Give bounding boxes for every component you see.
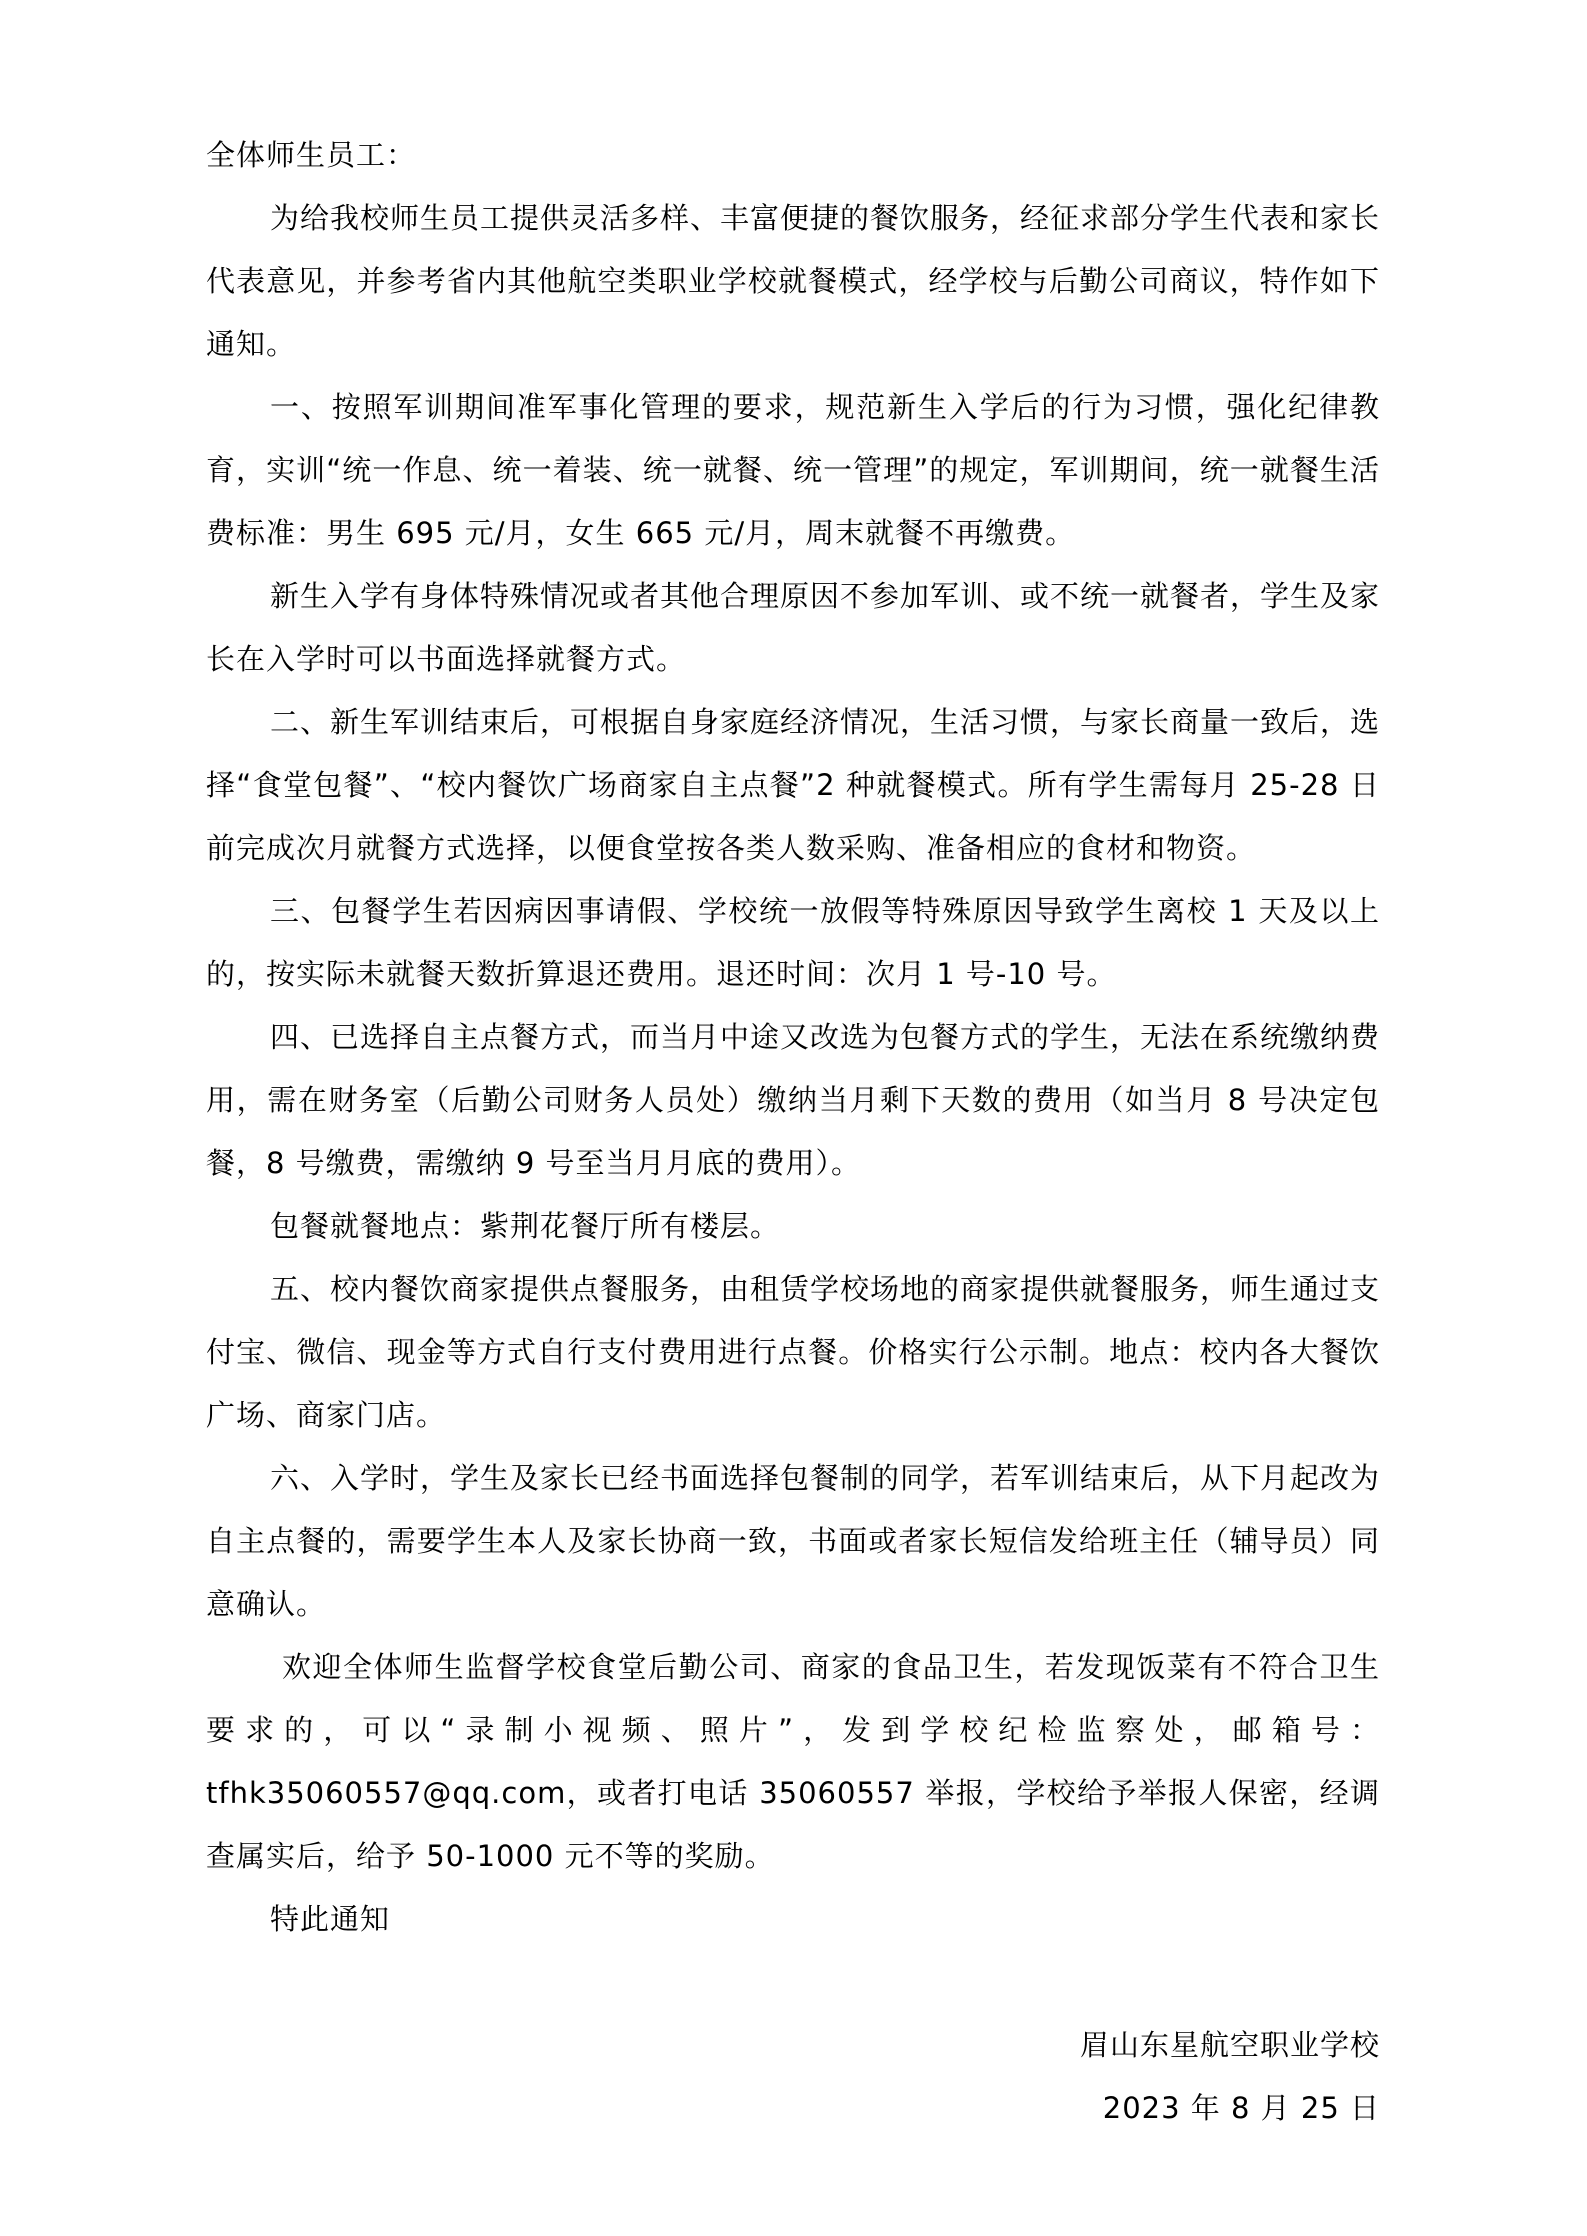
notice-body bbox=[206, 124, 1380, 1951]
item-six-paragraph: 六、入学时，学生及家长已经书面选择包餐制的同学，若军训结束后，从下月起改为自主点餐的，需要学生本人及家长协商一致，书面或者家长短信发给班主任（辅导员）同意确认。 bbox=[206, 1461, 1381, 1621]
item-two-paragraph: 二、新生军训结束后，可根据自身家庭经济情况，生活习惯，与家长商量一致后，选择“食堂包餐”、“校内餐饮广场商家自主点餐”2 种就餐模式。所有学生需每月 25-28 日前完成次月就餐方式选择，以便食堂按各类人数采购、准备相应的食材和物资。 bbox=[206, 705, 1381, 865]
dining-location-paragraph: 包餐就餐地点：紫荆花餐厅所有楼层。 bbox=[270, 1209, 781, 1243]
salutation: 全体师生员工： bbox=[206, 138, 417, 172]
intro-paragraph: 为给我校师生员工提供灵活多样、丰富便捷的餐饮服务，经征求部分学生代表和家长代表意见，并参考省内其他航空类职业学校就餐模式，经学校与后勤公司商议，特作如下通知。 bbox=[206, 201, 1381, 361]
item-four-paragraph: 四、已选择自主点餐方式，而当月中途又改选为包餐方式的学生，无法在系统缴纳费用，需在财务室（后勤公司财务人员处）缴纳当月剩下天数的费用（如当月 8 号决定包餐，8 号缴费，需缴纳 9 号至当月月底的费用）。 bbox=[206, 1020, 1381, 1180]
item-five-paragraph: 五、校内餐饮商家提供点餐服务，由租赁学校场地的商家提供就餐服务，师生通过支付宝、微信、现金等方式自行支付费用进行点餐。价格实行公示制。地点：校内各大餐饮广场、商家门店。 bbox=[206, 1272, 1381, 1432]
item-three-paragraph: 三、包餐学生若因病因事请假、学校统一放假等特殊原因导致学生离校 1 天及以上的，按实际未就餐天数折算退还费用。退还时间：次月 1 号-10 号。 bbox=[206, 894, 1380, 991]
issue-date: 2023 年 8 月 25 日 bbox=[1102, 2091, 1380, 2125]
item-one-supplement-paragraph: 新生入学有身体特殊情况或者其他合理原因不参加军训、或不统一就餐者，学生及家长在入学时可以书面选择就餐方式。 bbox=[206, 579, 1381, 676]
signature-block bbox=[780, 2014, 1380, 2140]
supervision-paragraph: 欢迎全体师生监督学校食堂后勤公司、商家的食品卫生，若发现饭菜有不符合卫生要求的，可以“录制小视频、照片”，发到学校纪检监察处，邮箱号：tfhk35060557@qq.com，或者打电话 35060557 举报，学校给予举报人保密，经调查属实后，给予 50-1000 元不等的奖励。 bbox=[206, 1650, 1380, 1873]
closing-paragraph: 特此通知 bbox=[270, 1902, 391, 1936]
issuing-organization: 眉山东星航空职业学校 bbox=[1079, 2028, 1380, 2062]
item-one-paragraph: 一、按照军训期间准军事化管理的要求，规范新生入学后的行为习惯，强化纪律教育，实训“统一作息、统一着装、统一就餐、统一管理”的规定，军训期间，统一就餐生活费标准：男生 695 元/月，女生 665 元/月，周末就餐不再缴费。 bbox=[206, 390, 1380, 550]
